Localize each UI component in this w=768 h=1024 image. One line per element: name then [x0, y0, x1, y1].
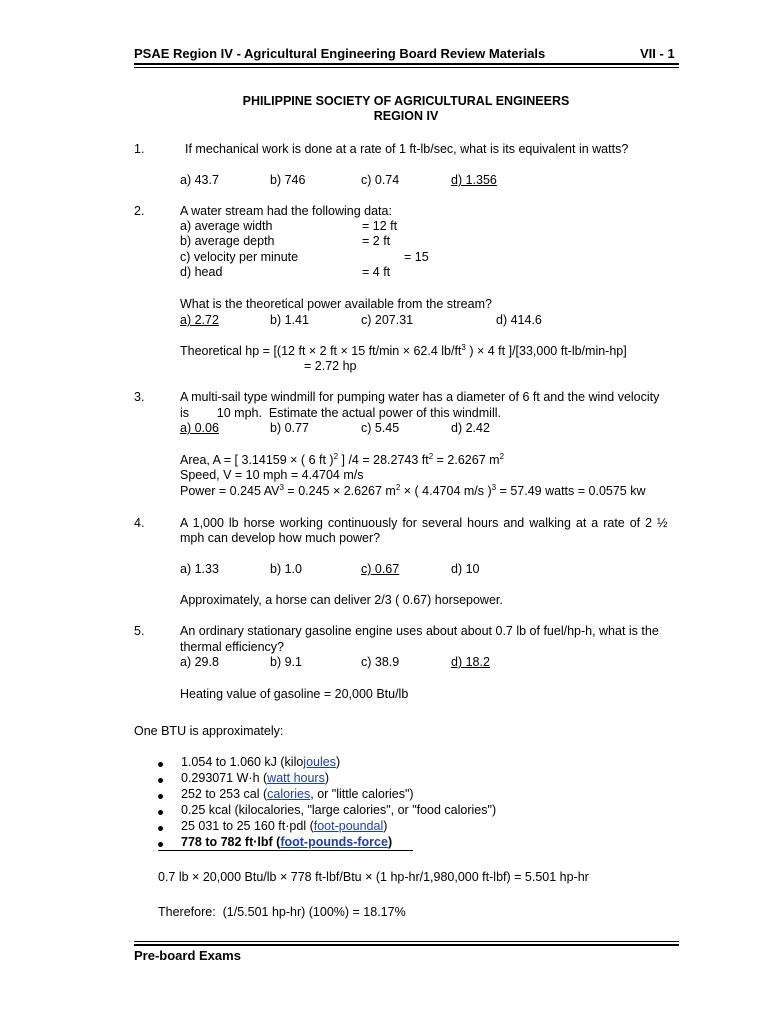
list-item — [181, 771, 329, 785]
watt-hours-link[interactable]: watt hours — [267, 771, 325, 785]
formula-text: = 0.245 × 2.6267 m — [283, 484, 396, 498]
choice-a: a) 29.8 — [180, 655, 219, 669]
list-item-text: ) — [383, 819, 388, 833]
data-value: = 2 ft — [362, 234, 391, 248]
footer-rule-thin — [134, 941, 679, 942]
society-heading: PHILIPPINE SOCIETY OF AGRICULTURAL ENGINEERS — [242, 94, 570, 108]
choice-b: b) 0.77 — [270, 421, 309, 435]
header-rule-thin — [134, 67, 679, 68]
question-text: thermal efficiency? — [180, 640, 284, 654]
choice-b: b) 1.0 — [270, 562, 302, 576]
question-text: mph can develop how much power? — [180, 531, 381, 545]
list-item-text: 0.293071 W·h ( — [181, 771, 268, 785]
foot-pounds-force-link[interactable]: foot-pounds-force — [280, 835, 388, 849]
choice-d-answer: d) 1.356 — [451, 173, 497, 187]
solution-text: Theoretical hp = [(12 ft × 2 ft × 15 ft/min × 62.4 lb/ft — [180, 344, 462, 358]
question-number: 2. — [134, 204, 145, 218]
calories-link[interactable]: calories — [267, 787, 311, 801]
list-item-text: 1.054 to 1.060 kJ (kilo — [181, 755, 304, 769]
question-number: 4. — [134, 516, 145, 530]
choice-c: c) 0.74 — [361, 173, 400, 187]
question-text: If mechanical work is done at a rate of 1 ft-lb/sec, what is its equivalent in watts? — [185, 142, 629, 156]
list-item-text: 252 to 253 cal ( — [181, 787, 268, 801]
question-number: 3. — [134, 390, 145, 404]
formula-text: ] /4 = 28.2743 ft — [338, 453, 429, 467]
foot-poundal-link[interactable]: foot-poundal — [313, 819, 384, 833]
header-title: PSAE Region IV - Agricultural Engineering Board Review Materials — [134, 46, 546, 61]
bullet-icon — [158, 810, 163, 815]
choice-a: a) 43.7 — [180, 173, 219, 187]
list-item — [181, 755, 340, 769]
region-heading: REGION IV — [373, 109, 439, 123]
choice-d: d) 414.6 — [496, 313, 542, 327]
therefore-line: Therefore: (1/5.501 hp-hr) (100%) = 18.17% — [158, 905, 406, 919]
choice-a: a) 1.33 — [180, 562, 219, 576]
superscript: 3 — [279, 483, 284, 492]
formula-text: × ( 4.4704 m/s ) — [400, 484, 492, 498]
data-value: = 12 ft — [362, 219, 398, 233]
question-text: is 10 mph. Estimate the actual power of this windmill. — [180, 406, 501, 420]
formula-text: = 2.6267 m — [433, 453, 500, 467]
area-formula — [180, 453, 504, 467]
choice-a-answer: a) 2.72 — [180, 313, 219, 327]
list-item-highlight — [181, 835, 392, 849]
superscript: 3 — [461, 343, 466, 352]
question-number: 5. — [134, 624, 145, 638]
solution-text: ) × 4 ft ]/[33,000 ft-lb/min-hp] — [465, 344, 627, 358]
header-rule-thick — [134, 63, 679, 65]
solution-result: = 2.72 hp — [304, 359, 357, 373]
question-text: An ordinary stationary gasoline engine uses about about 0.7 lb of fuel/hp-h, what is the — [180, 624, 659, 638]
superscript: 3 — [491, 483, 497, 492]
choice-b: b) 746 — [270, 173, 306, 187]
note-text: Heating value of gasoline = 20,000 Btu/lb — [180, 687, 409, 701]
data-label: d) head — [180, 265, 223, 279]
superscript: 2 — [395, 483, 401, 492]
choice-d: d) 10 — [451, 562, 480, 576]
list-item-text: ) — [335, 755, 341, 769]
highlight-underline — [158, 850, 413, 851]
choice-c: c) 5.45 — [361, 421, 400, 435]
joules-link[interactable]: joules — [303, 755, 336, 769]
note-text: Approximately, a horse can deliver 2/3 ( 0.67) horsepower. — [180, 593, 503, 607]
list-item-text: ) — [387, 835, 393, 849]
list-item-text: ) — [324, 771, 330, 785]
data-label: c) velocity per minute — [180, 250, 299, 264]
choice-c: c) 38.9 — [361, 655, 400, 669]
list-item — [181, 787, 414, 801]
choice-d-answer: d) 18.2 — [451, 655, 490, 669]
choice-d: d) 2.42 — [451, 421, 490, 435]
superscript: 2 — [333, 452, 339, 461]
page-number: VII - 1 — [640, 46, 675, 61]
choice-b: b) 9.1 — [270, 655, 302, 669]
list-item-text: 25 031 to 25 160 ft·pdl ( — [181, 819, 314, 833]
formula-text: Power = 0.245 AV — [180, 484, 280, 498]
choice-b: b) 1.41 — [270, 313, 309, 327]
bullet-icon — [158, 826, 163, 831]
question-number: 1. — [134, 142, 145, 156]
superscript: 2 — [428, 452, 434, 461]
question-text: A multi-sail type windmill for pumping water has a diameter of 6 ft and the wind velocity — [180, 390, 660, 404]
superscript: 2 — [499, 452, 505, 461]
list-item — [181, 819, 387, 833]
bullet-icon — [158, 794, 163, 799]
footer-rule-thick — [134, 944, 679, 946]
data-label: a) average width — [180, 219, 273, 233]
question-text: A water stream had the following data: — [180, 204, 392, 218]
speed-formula: Speed, V = 10 mph = 4.4704 m/s — [180, 468, 364, 482]
solution-line — [180, 344, 627, 358]
btu-intro: One BTU is approximately: — [134, 724, 284, 738]
list-item — [181, 803, 496, 817]
list-item-text: 0.25 kcal (kilocalories, "large calories", or "food calories") — [181, 803, 497, 817]
data-value: = 15 — [404, 250, 429, 264]
bullet-icon — [158, 762, 163, 767]
question-text: What is the theoretical power available from the stream? — [180, 297, 492, 311]
formula-text: = 57.49 watts = 0.0575 kw — [496, 484, 646, 498]
choice-c-answer: c) 0.67 — [361, 562, 400, 576]
choice-a-answer: a) 0.06 — [180, 421, 219, 435]
efficiency-calc: 0.7 lb × 20,000 Btu/lb × 778 ft-lbf/Btu × (1 hp-hr/1,980,000 ft-lbf) = 5.501 hp-hr — [158, 870, 589, 884]
data-label: b) average depth — [180, 234, 275, 248]
question-text: A 1,000 lb horse working continuously for several hours and walking at a rate of 2 ½ — [180, 516, 668, 530]
formula-text: Area, A = [ 3.14159 × ( 6 ft ) — [180, 453, 334, 467]
bullet-icon — [158, 842, 163, 847]
list-item-text: 778 to 782 ft·lbf ( — [181, 835, 281, 849]
footer-label: Pre-board Exams — [134, 948, 241, 963]
data-value: = 4 ft — [362, 265, 391, 279]
bullet-icon — [158, 778, 163, 783]
list-item-text: , or "little calories") — [310, 787, 414, 801]
choice-c: c) 207.31 — [361, 313, 414, 327]
power-formula — [180, 484, 646, 498]
